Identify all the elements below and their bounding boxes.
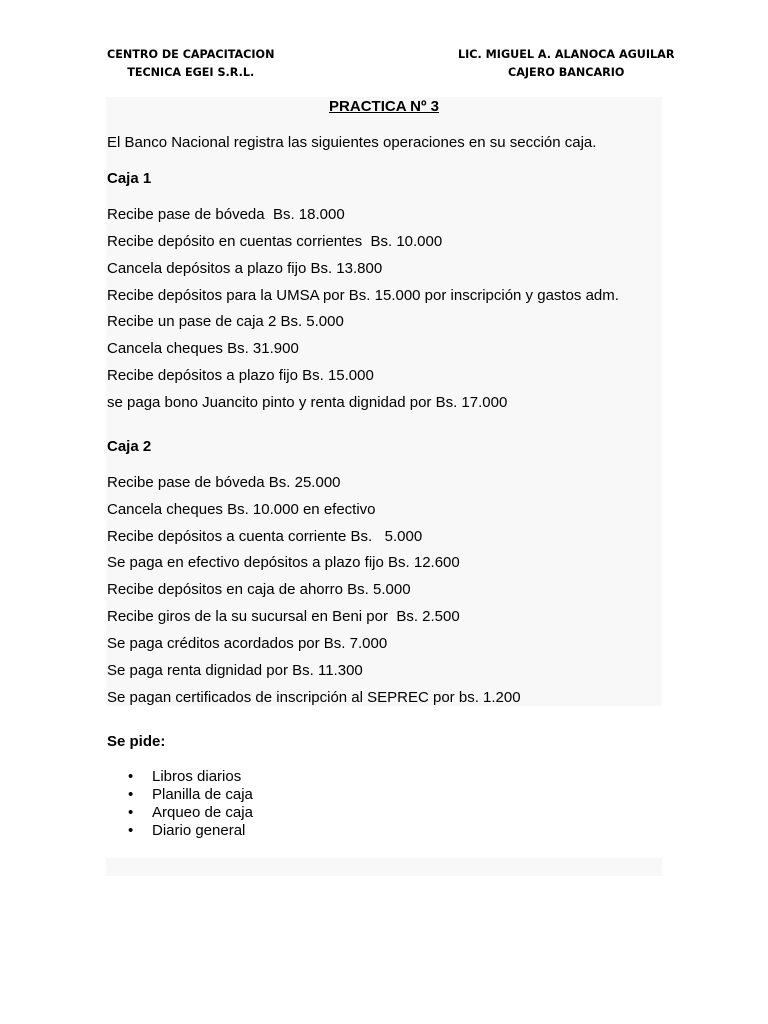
caja2-item: Recibe depósitos en caja de ahorro Bs. 5.000 <box>107 581 411 598</box>
header-author-line2: CAJERO BANCARIO <box>508 66 625 79</box>
page-title: PRACTICA Nº 3 <box>329 98 439 115</box>
header-author-line1: LIC. MIGUEL A. ALANOCA AGUILAR <box>458 48 675 61</box>
header-institution-line2: TECNICA EGEI S.R.L. <box>127 66 255 79</box>
task-label: Diario general <box>152 822 246 839</box>
task-list <box>107 768 253 840</box>
intro-paragraph: El Banco Nacional registra las siguientes operaciones en su sección caja. <box>107 134 597 151</box>
caja2-item: Recibe giros de la su sucursal en Beni por Bs. 2.500 <box>107 608 460 625</box>
bullet-icon: • <box>128 822 134 839</box>
caja1-item: Recibe depósito en cuentas corrientes Bs. 10.000 <box>107 233 443 250</box>
bullet-icon: • <box>128 768 134 785</box>
caja2-item: Recibe depósitos a cuenta corriente Bs. 5.000 <box>107 528 423 545</box>
bullet-icon: • <box>128 804 134 821</box>
caja2-item: Cancela cheques Bs. 10.000 en efectivo <box>107 501 376 518</box>
caja1-heading: Caja 1 <box>107 170 152 187</box>
caja2-item: Se paga renta dignidad por Bs. 11.300 <box>107 662 363 679</box>
caja1-item: Recibe un pase de caja 2 Bs. 5.000 <box>107 313 344 330</box>
task-label: Arqueo de caja <box>152 804 253 821</box>
header-institution-line1: CENTRO DE CAPACITACION <box>107 48 275 61</box>
caja1-item: se paga bono Juancito pinto y renta dignidad por Bs. 17.000 <box>107 394 508 411</box>
task-label: Planilla de caja <box>152 786 253 803</box>
caja1-item: Recibe depósitos a plazo fijo Bs. 15.000 <box>107 367 374 384</box>
caja1-item: Cancela depósitos a plazo fijo Bs. 13.800 <box>107 260 383 277</box>
task-label: Libros diarios <box>152 768 242 785</box>
task-item <box>107 786 253 804</box>
caja2-item: Recibe pase de bóveda Bs. 25.000 <box>107 474 341 491</box>
bullet-icon: • <box>128 786 134 803</box>
caja1-item: Cancela cheques Bs. 31.900 <box>107 340 299 357</box>
caja2-item: Se paga en efectivo depósitos a plazo fijo Bs. 12.600 <box>107 554 460 571</box>
caja2-heading: Caja 2 <box>107 438 152 455</box>
task-item <box>107 804 253 822</box>
task-item <box>107 768 253 786</box>
caja2-item: Se paga créditos acordados por Bs. 7.000 <box>107 635 388 652</box>
caja1-item: Recibe depósitos para la UMSA por Bs. 15.000 por inscripción y gastos adm. <box>107 287 619 304</box>
caja1-item: Recibe pase de bóveda Bs. 18.000 <box>107 206 345 223</box>
header-author <box>458 46 674 82</box>
shaded-empty-block <box>106 858 662 876</box>
header-institution <box>107 46 274 82</box>
caja2-item: Se pagan certificados de inscripción al SEPREC por bs. 1.200 <box>107 689 521 706</box>
se-pide-heading: Se pide: <box>107 733 166 750</box>
task-item <box>107 822 253 840</box>
